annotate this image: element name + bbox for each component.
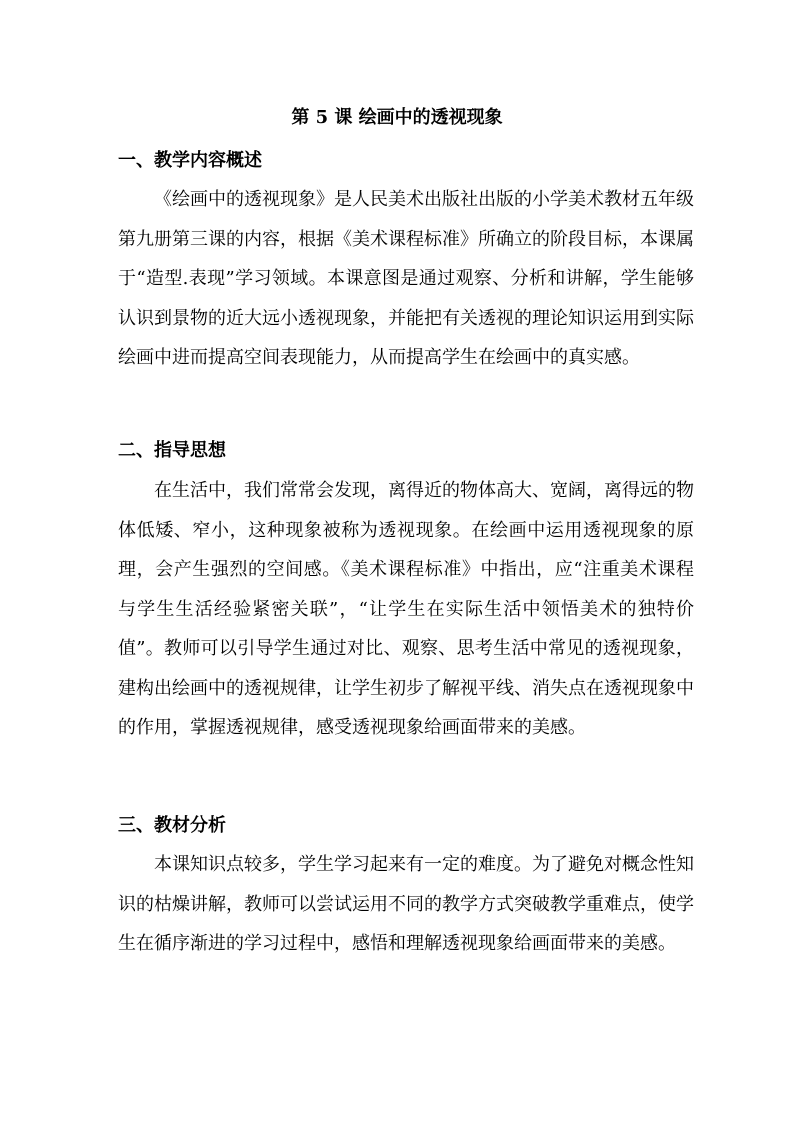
section-paragraph-overview: 《绘画中的透视现象》是人民美术出版社出版的小学美术教材五年级第九册第三课的内容，根据《美术课程标准》所确立的阶段目标，本课属于“造型.表现”学习领域。本课意图是通过观察、分析和讲解，学生能够认识到景物的近大远小透视现象，并能把有关透视的理论知识运用到实际绘画中进而提高空间表现能力，从而提高学生在绘画中的真实感。 <box>118 189 694 368</box>
section-paragraph-guiding-ideas: 在生活中，我们常常会发现，离得近的物体高大、宽阔，离得远的物体低矮、窄小，这种现象被称为透视现象。在绘画中运用透视现象的原理，会产生强烈的空间感。《美术课程标准》中指出，应“注重美术课程与学生生活经验紧密关联”，“让学生在实际生活中领悟美术的独特价值”。教师可以引导学生通过对比、观察、思考生活中常见的透视现象，建构出绘画中的透视规律，让学生初步了解视平线、消失点在透视现象中的作用，掌握透视规律，感受透视现象给画面带来的美感。 <box>118 480 694 738</box>
section-heading-guiding-ideas: 二、指导思想 <box>118 440 226 461</box>
section-paragraph-material-analysis: 本课知识点较多，学生学习起来有一定的难度。为了避免对概念性知识的枯燥讲解，教师可以尝试运用不同的教学方式突破教学重难点，使学生在循序渐进的学习过程中，感悟和理解透视现象给画面带来的美感。 <box>118 854 694 954</box>
section-heading-overview: 一、教学内容概述 <box>118 150 262 171</box>
lesson-title: 第 5 课 绘画中的透视现象 <box>291 107 503 128</box>
section-heading-material-analysis: 三、教材分析 <box>118 815 226 836</box>
